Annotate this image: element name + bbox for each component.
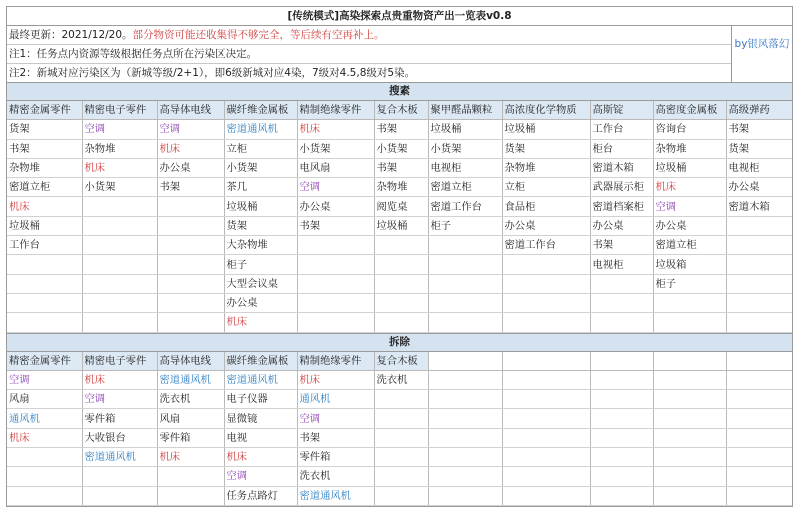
table-cell: 小货架 (224, 158, 297, 177)
table-cell (428, 428, 502, 447)
table-cell (653, 313, 726, 332)
column-header: 高密度金属板 (653, 101, 726, 120)
table-cell: 办公桌 (726, 178, 792, 197)
column-header: 精密金属零件 (7, 101, 82, 120)
table-cell: 柜子 (428, 216, 502, 235)
table-cell: 密道通风机 (82, 448, 157, 467)
table-cell: 空调 (297, 409, 374, 428)
table-cell (502, 255, 590, 274)
table-cell: 空调 (653, 197, 726, 216)
table-cell (82, 274, 157, 293)
table-cell: 大型会议桌 (224, 274, 297, 293)
column-header: 碳纤维金属板 (224, 101, 297, 120)
table-cell: 柜子 (653, 274, 726, 293)
table-cell (157, 216, 224, 235)
table-cell: 密道工作台 (428, 197, 502, 216)
table-cell (7, 293, 82, 312)
table-cell: 货架 (726, 139, 792, 158)
table-cell (157, 274, 224, 293)
table-cell: 风扇 (7, 390, 82, 409)
table-cell: 工作台 (590, 120, 653, 139)
table-cell: 机床 (157, 448, 224, 467)
dismantle-section-label: 拆除 (7, 333, 792, 352)
note-1: 注1：任务点内资源等级根据任务点所在污染区决定。 (7, 45, 731, 64)
table-cell: 小货架 (428, 139, 502, 158)
author-credit: by银风落幻 (731, 26, 792, 82)
table-cell: 咨询台 (653, 120, 726, 139)
table-cell (7, 274, 82, 293)
table-cell: 密道通风机 (297, 486, 374, 505)
table-cell (157, 486, 224, 505)
table-cell: 密道工作台 (502, 236, 590, 255)
table-cell (590, 390, 653, 409)
table-cell: 机床 (7, 428, 82, 447)
table-cell: 书架 (297, 216, 374, 235)
table-cell: 小货架 (82, 178, 157, 197)
table-cell (374, 486, 428, 505)
table-cell (374, 255, 428, 274)
table-cell: 立柜 (502, 178, 590, 197)
table-cell (428, 448, 502, 467)
update-note: 部分物资可能还收集得不够完全，等后续有空再补上。 (132, 29, 385, 41)
table-cell: 零件箱 (82, 409, 157, 428)
table-cell: 杂物堆 (653, 139, 726, 158)
table-cell: 风扇 (157, 409, 224, 428)
table-cell (374, 467, 428, 486)
table-cell: 零件箱 (297, 448, 374, 467)
sheet-title: [传统模式]高染探索点贵重物资产出一览表v0.8 (7, 7, 792, 26)
table-cell (157, 197, 224, 216)
table-cell (82, 216, 157, 235)
table-cell (428, 293, 502, 312)
table-cell (653, 467, 726, 486)
table-cell (374, 236, 428, 255)
table-cell (157, 255, 224, 274)
table-cell (82, 197, 157, 216)
table-cell (726, 255, 792, 274)
table-cell: 电视柜 (590, 255, 653, 274)
table-cell (590, 486, 653, 505)
table-cell: 机床 (7, 197, 82, 216)
table-cell (82, 236, 157, 255)
table-cell: 书架 (726, 120, 792, 139)
table-cell (374, 409, 428, 428)
spreadsheet (6, 6, 793, 507)
column-header: 高导体电线 (157, 352, 224, 371)
table-cell (297, 255, 374, 274)
table-cell (428, 274, 502, 293)
table-cell (502, 313, 590, 332)
column-header (726, 352, 792, 371)
table-cell (653, 428, 726, 447)
table-cell (653, 293, 726, 312)
table-cell: 通风机 (7, 409, 82, 428)
table-cell: 机床 (224, 448, 297, 467)
table-cell: 显微镜 (224, 409, 297, 428)
column-header (653, 352, 726, 371)
table-cell: 垃圾桶 (502, 120, 590, 139)
table-cell: 垃圾桶 (7, 216, 82, 235)
table-cell: 立柜 (224, 139, 297, 158)
search-table (7, 101, 792, 333)
dismantle-table (7, 352, 792, 506)
table-cell (502, 467, 590, 486)
info-block (7, 26, 792, 83)
column-header: 精密金属零件 (7, 352, 82, 371)
table-cell: 机床 (297, 370, 374, 389)
table-cell (428, 313, 502, 332)
table-cell: 空调 (82, 390, 157, 409)
table-cell (502, 274, 590, 293)
column-header (590, 352, 653, 371)
table-cell (157, 467, 224, 486)
table-cell: 密道立柜 (7, 178, 82, 197)
table-cell: 书架 (7, 139, 82, 158)
table-cell (590, 448, 653, 467)
column-header: 精制绝缘零件 (297, 101, 374, 120)
table-cell (590, 274, 653, 293)
column-header: 复合木板 (374, 101, 428, 120)
table-cell (726, 467, 792, 486)
table-cell (428, 390, 502, 409)
table-cell: 小货架 (297, 139, 374, 158)
update-date: 最终更新：2021/12/20。 (9, 29, 133, 41)
table-cell (374, 448, 428, 467)
table-cell: 办公桌 (502, 216, 590, 235)
table-cell (590, 428, 653, 447)
table-cell (82, 467, 157, 486)
table-cell (726, 448, 792, 467)
column-header: 高浓度化学物质 (502, 101, 590, 120)
table-cell (374, 428, 428, 447)
table-cell (502, 390, 590, 409)
table-cell (726, 313, 792, 332)
update-row (7, 26, 731, 45)
table-cell (7, 467, 82, 486)
table-cell (374, 390, 428, 409)
column-header: 精制绝缘零件 (297, 352, 374, 371)
table-cell (502, 428, 590, 447)
table-cell (726, 216, 792, 235)
table-cell: 办公桌 (590, 216, 653, 235)
table-cell: 空调 (157, 120, 224, 139)
table-cell (653, 390, 726, 409)
table-cell: 机床 (82, 158, 157, 177)
table-cell: 垃圾桶 (428, 120, 502, 139)
table-cell (726, 486, 792, 505)
table-cell: 办公桌 (157, 158, 224, 177)
table-cell (590, 409, 653, 428)
table-cell (82, 255, 157, 274)
table-cell: 大杂物堆 (224, 236, 297, 255)
table-cell: 阅览桌 (374, 197, 428, 216)
table-cell: 密道通风机 (224, 370, 297, 389)
column-header: 高斯锭 (590, 101, 653, 120)
table-cell: 杂物堆 (502, 158, 590, 177)
table-cell: 洗衣机 (157, 390, 224, 409)
table-cell (7, 313, 82, 332)
table-cell: 书架 (590, 236, 653, 255)
table-cell (374, 274, 428, 293)
table-cell (726, 409, 792, 428)
table-cell (726, 370, 792, 389)
column-header: 精密电子零件 (82, 101, 157, 120)
table-cell (653, 409, 726, 428)
table-cell (297, 236, 374, 255)
table-cell (590, 467, 653, 486)
table-cell: 电子仪器 (224, 390, 297, 409)
table-cell: 密道木箱 (726, 197, 792, 216)
table-cell: 办公桌 (297, 197, 374, 216)
table-cell (502, 448, 590, 467)
table-cell (726, 293, 792, 312)
column-header: 聚甲醛晶颗粒 (428, 101, 502, 120)
table-cell (502, 486, 590, 505)
column-header: 高级弹药 (726, 101, 792, 120)
table-cell: 空调 (7, 370, 82, 389)
table-cell: 密道立柜 (653, 236, 726, 255)
column-header (428, 352, 502, 371)
table-cell: 办公桌 (224, 293, 297, 312)
table-cell (7, 448, 82, 467)
table-cell: 柜子 (224, 255, 297, 274)
table-cell: 书架 (157, 178, 224, 197)
table-cell: 垃圾桶 (374, 216, 428, 235)
table-cell (726, 428, 792, 447)
table-cell: 杂物堆 (7, 158, 82, 177)
table-cell: 密道木箱 (590, 158, 653, 177)
table-cell: 密道档案柜 (590, 197, 653, 216)
table-cell (428, 255, 502, 274)
table-cell: 空调 (82, 120, 157, 139)
table-cell (428, 409, 502, 428)
table-cell: 空调 (224, 467, 297, 486)
table-cell (7, 486, 82, 505)
table-cell (82, 313, 157, 332)
table-cell: 书架 (297, 428, 374, 447)
column-header: 碳纤维金属板 (224, 352, 297, 371)
table-cell: 零件箱 (157, 428, 224, 447)
table-cell: 茶几 (224, 178, 297, 197)
table-cell: 密道立柜 (428, 178, 502, 197)
table-cell: 柜台 (590, 139, 653, 158)
table-cell (374, 293, 428, 312)
table-cell (297, 313, 374, 332)
table-cell (157, 236, 224, 255)
table-cell: 机床 (297, 120, 374, 139)
table-cell: 食品柜 (502, 197, 590, 216)
table-cell: 武器展示柜 (590, 178, 653, 197)
column-header: 复合木板 (374, 352, 428, 371)
table-cell (502, 370, 590, 389)
table-cell: 工作台 (7, 236, 82, 255)
table-cell: 机床 (157, 139, 224, 158)
table-cell: 办公桌 (653, 216, 726, 235)
table-cell: 货架 (7, 120, 82, 139)
table-cell: 机床 (224, 313, 297, 332)
table-cell (82, 486, 157, 505)
table-cell: 杂物堆 (82, 139, 157, 158)
table-cell (653, 370, 726, 389)
table-cell (726, 390, 792, 409)
table-cell (157, 293, 224, 312)
table-cell: 垃圾桶 (653, 158, 726, 177)
table-cell (590, 313, 653, 332)
table-cell: 洗衣机 (297, 467, 374, 486)
table-cell: 大收银台 (82, 428, 157, 447)
table-cell: 密道通风机 (224, 120, 297, 139)
table-cell (428, 486, 502, 505)
table-cell: 垃圾箱 (653, 255, 726, 274)
table-cell: 货架 (224, 216, 297, 235)
table-cell: 密道通风机 (157, 370, 224, 389)
column-header (502, 352, 590, 371)
table-cell (590, 370, 653, 389)
table-cell: 小货架 (374, 139, 428, 158)
table-cell: 机床 (82, 370, 157, 389)
table-cell: 电视柜 (726, 158, 792, 177)
column-header: 高导体电线 (157, 101, 224, 120)
table-cell (7, 255, 82, 274)
table-cell: 书架 (374, 120, 428, 139)
table-cell: 机床 (653, 178, 726, 197)
table-cell (428, 467, 502, 486)
table-cell (82, 293, 157, 312)
table-cell (726, 236, 792, 255)
table-cell (157, 313, 224, 332)
table-cell (653, 486, 726, 505)
table-cell (297, 293, 374, 312)
note-2: 注2：新城对应污染区为（新城等级/2+1），即6级新城对应4染，7级对4.5,8级对5染。 (9, 67, 416, 79)
table-cell: 电风扇 (297, 158, 374, 177)
table-cell (726, 274, 792, 293)
table-cell: 杂物堆 (374, 178, 428, 197)
table-cell: 书架 (374, 158, 428, 177)
table-cell: 通风机 (297, 390, 374, 409)
table-cell: 空调 (297, 178, 374, 197)
table-cell: 电视 (224, 428, 297, 447)
column-header: 精密电子零件 (82, 352, 157, 371)
table-cell (428, 236, 502, 255)
table-cell (297, 274, 374, 293)
table-cell: 洗衣机 (374, 370, 428, 389)
table-cell: 任务点路灯 (224, 486, 297, 505)
table-cell (502, 409, 590, 428)
table-cell (590, 293, 653, 312)
table-cell (653, 448, 726, 467)
table-cell: 垃圾桶 (224, 197, 297, 216)
table-cell (374, 313, 428, 332)
table-cell (502, 293, 590, 312)
search-section-label: 搜素 (7, 83, 792, 101)
table-cell: 电视柜 (428, 158, 502, 177)
table-cell (428, 370, 502, 389)
table-cell: 货架 (502, 139, 590, 158)
